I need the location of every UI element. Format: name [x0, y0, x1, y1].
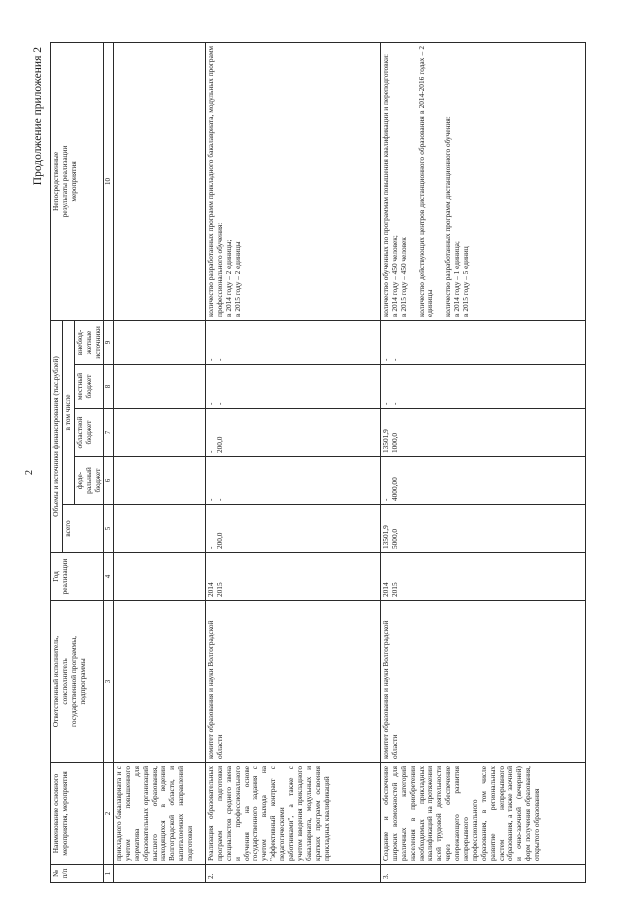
header-incl: в том числе: [62, 320, 74, 504]
funding-table: [50, 42, 586, 883]
measure-name: Создание и обеспечение широких возможностей для различных категорий населения в приобретении необходимых прикладных квалификаций на протяжении всей трудовой деятельности через обеспечение опережающего развития непрерывного профессионального образования, в том числе развитие региональных систем непрерывного образования, а также заочной и очно-заочной (вечерней) форм получения образования, открытого образования: [380, 763, 585, 865]
table-row: [113, 42, 205, 882]
page-number: 2: [24, 470, 35, 475]
header-result: Непосредственные результаты реализации мероприятия: [51, 42, 104, 320]
measure-name: прикладного бакалавриата и с учетом повышенного норматива для образовательных организаций высшего образования, находящихся в ведении Волгоградской области, и капиталоемких направлений подготовки: [113, 763, 205, 865]
measure-name: Реализация образовательных программ подготовки специалистов среднего звена и профессионального обучения на основе государственного задания с учетом выхода на "эффективный контракт с педагогическими работниками", а также с учетом введения прикладного бакалавриата, модульных и кратких программ освоения прикладных квалификаций: [205, 763, 380, 865]
header-row: [51, 42, 63, 882]
responsible: комитет образования и науки Волгоградской области: [205, 601, 380, 763]
extrabudget: - -: [205, 320, 380, 364]
header-total: всего: [62, 505, 104, 553]
extrabudget: [113, 320, 205, 364]
row-number: [113, 865, 205, 883]
table-row: [205, 42, 380, 882]
header-fed: феде- ральный бюджет: [74, 457, 104, 505]
rotated-content: [22, 43, 618, 883]
col-num: 3: [104, 601, 114, 763]
header-loc: местный бюджет: [74, 365, 104, 409]
result: количество обученных по программам повышения квалификации и переподготовки: в 2014 году – 450 человек; в 2015 году – 450 человек количество действующих центров дистанционного образования в 2014-2016 годах – 2 единицы количество разработанных программ дистанционного обучения: в 2014 году – 1 единица; в 2015 году – 5 единиц: [380, 42, 585, 320]
header-ext: внебюд- жетные источники: [74, 320, 104, 364]
header-funding: Объемы и источники финансирования (тыс.рублей): [51, 320, 63, 552]
responsible: [113, 601, 205, 763]
col-num: 8: [104, 365, 114, 409]
federal: - 4000,00: [380, 457, 585, 505]
col-num: 2: [104, 763, 114, 865]
local: - -: [380, 365, 585, 409]
total: - 200,0: [205, 505, 380, 553]
regional: - 200,0: [205, 409, 380, 457]
total: 13501,9 5000,0: [380, 505, 585, 553]
col-num: 4: [104, 553, 114, 601]
local: [113, 365, 205, 409]
federal: [113, 457, 205, 505]
years: 2014 2015: [205, 553, 380, 601]
years: [113, 553, 205, 601]
continuation-title: Продолжение приложения 2: [32, 47, 44, 186]
header-n: № п/п: [51, 865, 104, 883]
header-responsible: Ответственный исполнитель, соисполнитель государственной программы, подпрограммы: [51, 601, 104, 763]
years: 2014 2015: [380, 553, 585, 601]
header-year: Год реализации: [51, 553, 104, 601]
regional: [113, 409, 205, 457]
col-num: 1: [104, 865, 114, 883]
responsible: комитет образования и науки Волгоградской области: [380, 601, 585, 763]
result: количество разработанных программ прикладного бакалавриата, модульных программ профессионального обучения: в 2014 году – 2 единицы; в 2015 году – 2 единицы: [205, 42, 380, 320]
result: [113, 42, 205, 320]
total: [113, 505, 205, 553]
extrabudget: - -: [380, 320, 585, 364]
header-reg: областной бюджет: [74, 409, 104, 457]
table-row: [380, 42, 585, 882]
row-number: 2.: [205, 865, 380, 883]
row-number: 3.: [380, 865, 585, 883]
col-num: 5: [104, 505, 114, 553]
col-num: 6: [104, 457, 114, 505]
col-num: 10: [104, 42, 114, 320]
col-num: 9: [104, 320, 114, 364]
regional: 13501,9 1000,0: [380, 409, 585, 457]
header-name: Наименование основного мероприятия, мероприятия: [51, 763, 104, 865]
column-number-row: [104, 42, 114, 882]
federal: - -: [205, 457, 380, 505]
local: - -: [205, 365, 380, 409]
col-num: 7: [104, 409, 114, 457]
